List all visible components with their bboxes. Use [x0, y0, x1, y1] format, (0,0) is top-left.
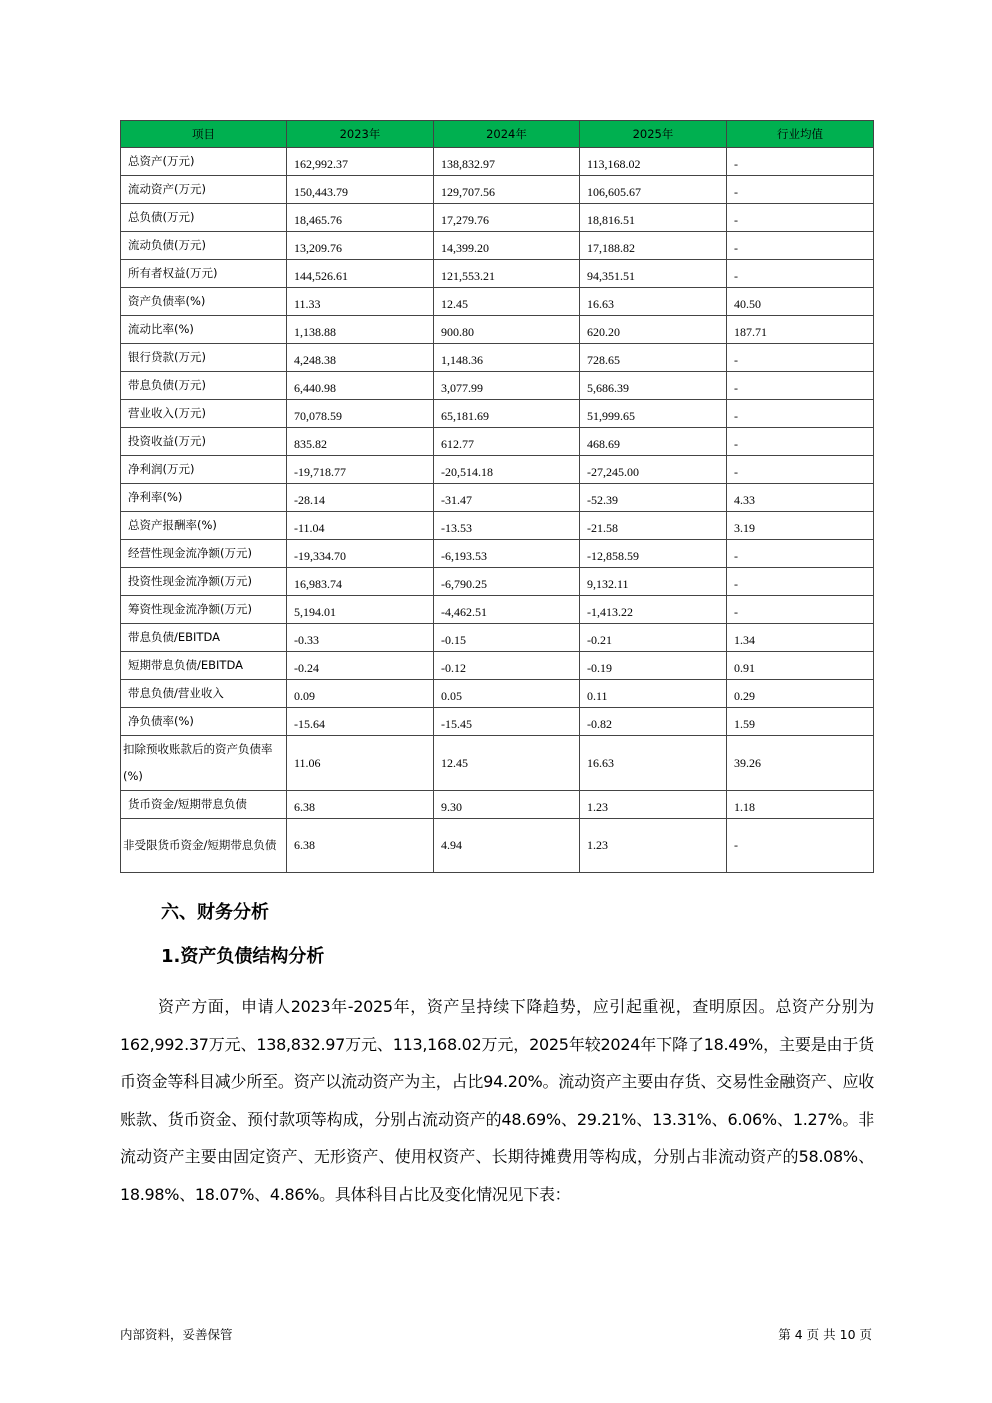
cell-2024: -13.53	[434, 512, 580, 540]
cell-2024: 138,832.97	[434, 148, 580, 176]
table-row	[121, 232, 874, 260]
cell-2023: -19,718.77	[287, 456, 434, 484]
table-row	[121, 791, 874, 819]
footer-page-number: 第 4 页 共 10 页	[778, 1327, 872, 1342]
row-label: 净利润(万元)	[121, 456, 287, 484]
cell-2025: 1.23	[580, 819, 727, 873]
table-row	[121, 736, 874, 791]
cell-2024: 129,707.56	[434, 176, 580, 204]
row-label: 流动比率(%)	[121, 316, 287, 344]
cell-2025: 51,999.65	[580, 400, 727, 428]
table-row	[121, 316, 874, 344]
row-label: 净利率(%)	[121, 484, 287, 512]
cell-2025: 18,816.51	[580, 204, 727, 232]
cell-2023: 13,209.76	[287, 232, 434, 260]
cell-2025: -21.58	[580, 512, 727, 540]
cell-industry-average: -	[727, 204, 874, 232]
cell-industry-average: 40.50	[727, 288, 874, 316]
cell-2025: 113,168.02	[580, 148, 727, 176]
header-item: 项目	[121, 121, 287, 148]
section-heading: 六、财务分析	[161, 902, 269, 923]
cell-2025: 16.63	[580, 736, 727, 791]
footer-confidential-note: 内部资料，妥善保管	[120, 1327, 233, 1342]
table-row	[121, 260, 874, 288]
cell-2024: 0.05	[434, 680, 580, 708]
cell-industry-average: -	[727, 456, 874, 484]
table-row	[121, 652, 874, 680]
row-label: 流动资产(万元)	[121, 176, 287, 204]
cell-2024: -15.45	[434, 708, 580, 736]
cell-industry-average: 0.91	[727, 652, 874, 680]
cell-2024: -0.12	[434, 652, 580, 680]
cell-2025: -12,858.59	[580, 540, 727, 568]
header-industry-average: 行业均值	[727, 121, 874, 148]
row-label: 筹资性现金流净额(万元)	[121, 596, 287, 624]
cell-2023: 11.33	[287, 288, 434, 316]
cell-2024: -20,514.18	[434, 456, 580, 484]
table-row	[121, 540, 874, 568]
cell-2025: 94,351.51	[580, 260, 727, 288]
cell-2024: 12.45	[434, 288, 580, 316]
table-row	[121, 428, 874, 456]
table-row	[121, 568, 874, 596]
cell-2024: 1,148.36	[434, 344, 580, 372]
cell-industry-average: -	[727, 540, 874, 568]
row-label: 总资产(万元)	[121, 148, 287, 176]
cell-industry-average: 4.33	[727, 484, 874, 512]
cell-2023: -15.64	[287, 708, 434, 736]
cell-2023: -19,334.70	[287, 540, 434, 568]
cell-industry-average: -	[727, 176, 874, 204]
table-row	[121, 176, 874, 204]
row-label: 非受限货币资金/短期带息负债	[121, 819, 287, 873]
cell-industry-average: -	[727, 596, 874, 624]
cell-industry-average: -	[727, 819, 874, 873]
row-label: 银行贷款(万元)	[121, 344, 287, 372]
row-label: 总负债(万元)	[121, 204, 287, 232]
cell-2025: -0.21	[580, 624, 727, 652]
cell-industry-average: -	[727, 232, 874, 260]
cell-2025: -0.82	[580, 708, 727, 736]
cell-2023: -28.14	[287, 484, 434, 512]
row-label: 带息负债(万元)	[121, 372, 287, 400]
row-label: 总资产报酬率(%)	[121, 512, 287, 540]
cell-industry-average: 187.71	[727, 316, 874, 344]
cell-2025: 468.69	[580, 428, 727, 456]
cell-2023: 150,443.79	[287, 176, 434, 204]
table-row	[121, 819, 874, 873]
row-label: 经营性现金流净额(万元)	[121, 540, 287, 568]
cell-2024: 14,399.20	[434, 232, 580, 260]
table-row	[121, 288, 874, 316]
cell-2023: -0.24	[287, 652, 434, 680]
cell-2024: 4.94	[434, 819, 580, 873]
analysis-paragraph: 资产方面，申请人2023年-2025年，资产呈持续下降趋势，应引起重视，查明原因。总资产分别为162,992.37万元、138,832.97万元、113,168.02万元，2025年较2024年下降了18.49%，主要是由于货币资金等科目减少所至。资产以流动资产为主，占比94.20%。流动资产主要由存货、交易性金融资产、应收账款、货币资金、预付款项等构成，分别占流动资产的48.69%、29.21%、13.31%、6.06%、1.27%。非流动资产主要由固定资产、无形资产、使用权资产、长期待摊费用等构成，分别占非流动资产的58.08%、18.98%、18.07%、4.86%。具体科目占比及变化情况见下表：	[120, 997, 874, 1204]
cell-2025: 5,686.39	[580, 372, 727, 400]
cell-industry-average: -	[727, 260, 874, 288]
cell-2023: 5,194.01	[287, 596, 434, 624]
cell-2023: 11.06	[287, 736, 434, 791]
row-label: 营业收入(万元)	[121, 400, 287, 428]
header-2023: 2023年	[287, 121, 434, 148]
cell-2024: 121,553.21	[434, 260, 580, 288]
cell-2023: 835.82	[287, 428, 434, 456]
table-row	[121, 372, 874, 400]
table-row	[121, 596, 874, 624]
cell-industry-average: -	[727, 568, 874, 596]
cell-2024: -6,193.53	[434, 540, 580, 568]
cell-industry-average: 39.26	[727, 736, 874, 791]
table-body	[121, 148, 874, 873]
row-label: 投资收益(万元)	[121, 428, 287, 456]
table-row	[121, 512, 874, 540]
financial-indicators-table	[120, 120, 874, 873]
row-label: 带息负债/营业收入	[121, 680, 287, 708]
table-row	[121, 456, 874, 484]
cell-2025: -1,413.22	[580, 596, 727, 624]
row-label: 投资性现金流净额(万元)	[121, 568, 287, 596]
cell-2024: -31.47	[434, 484, 580, 512]
cell-2024: 12.45	[434, 736, 580, 791]
cell-2025: 9,132.11	[580, 568, 727, 596]
cell-2024: -4,462.51	[434, 596, 580, 624]
cell-2023: 6.38	[287, 791, 434, 819]
cell-industry-average: -	[727, 428, 874, 456]
cell-2024: 612.77	[434, 428, 580, 456]
table-row	[121, 204, 874, 232]
cell-2024: 9.30	[434, 791, 580, 819]
table-row	[121, 400, 874, 428]
cell-industry-average: 1.18	[727, 791, 874, 819]
table-row	[121, 680, 874, 708]
header-2025: 2025年	[580, 121, 727, 148]
table-row	[121, 148, 874, 176]
cell-2024: -0.15	[434, 624, 580, 652]
cell-industry-average: 3.19	[727, 512, 874, 540]
cell-2025: 0.11	[580, 680, 727, 708]
table-row	[121, 624, 874, 652]
cell-2023: 70,078.59	[287, 400, 434, 428]
cell-2023: 6.38	[287, 819, 434, 873]
table-row	[121, 708, 874, 736]
cell-2024: 900.80	[434, 316, 580, 344]
cell-2025: 17,188.82	[580, 232, 727, 260]
cell-2023: 0.09	[287, 680, 434, 708]
cell-industry-average: -	[727, 372, 874, 400]
cell-2023: 162,992.37	[287, 148, 434, 176]
row-label: 流动负债(万元)	[121, 232, 287, 260]
row-label: 带息负债/EBITDA	[121, 624, 287, 652]
cell-2023: 1,138.88	[287, 316, 434, 344]
cell-2024: 3,077.99	[434, 372, 580, 400]
cell-industry-average: -	[727, 148, 874, 176]
cell-industry-average: -	[727, 400, 874, 428]
cell-2025: 16.63	[580, 288, 727, 316]
row-label: 扣除预收账款后的资产负债率(%)	[121, 736, 287, 791]
cell-2023: 6,440.98	[287, 372, 434, 400]
cell-2023: 16,983.74	[287, 568, 434, 596]
table-header	[121, 121, 874, 148]
cell-2025: -52.39	[580, 484, 727, 512]
cell-2025: 620.20	[580, 316, 727, 344]
table-row	[121, 484, 874, 512]
cell-2025: -0.19	[580, 652, 727, 680]
cell-2025: 728.65	[580, 344, 727, 372]
cell-industry-average: -	[727, 344, 874, 372]
cell-2025: -27,245.00	[580, 456, 727, 484]
cell-2023: -0.33	[287, 624, 434, 652]
cell-2023: 18,465.76	[287, 204, 434, 232]
row-label: 净负债率(%)	[121, 708, 287, 736]
row-label: 货币资金/短期带息负债	[121, 791, 287, 819]
cell-2023: -11.04	[287, 512, 434, 540]
cell-2024: 65,181.69	[434, 400, 580, 428]
header-2024: 2024年	[434, 121, 580, 148]
row-label: 资产负债率(%)	[121, 288, 287, 316]
cell-industry-average: 1.34	[727, 624, 874, 652]
section-subheading: 1.资产负债结构分析	[161, 946, 325, 967]
cell-industry-average: 1.59	[727, 708, 874, 736]
cell-2023: 4,248.38	[287, 344, 434, 372]
cell-2025: 106,605.67	[580, 176, 727, 204]
cell-2023: 144,526.61	[287, 260, 434, 288]
row-label: 所有者权益(万元)	[121, 260, 287, 288]
row-label: 短期带息负债/EBITDA	[121, 652, 287, 680]
cell-2024: -6,790.25	[434, 568, 580, 596]
cell-2024: 17,279.76	[434, 204, 580, 232]
table-row	[121, 344, 874, 372]
cell-2025: 1.23	[580, 791, 727, 819]
cell-industry-average: 0.29	[727, 680, 874, 708]
